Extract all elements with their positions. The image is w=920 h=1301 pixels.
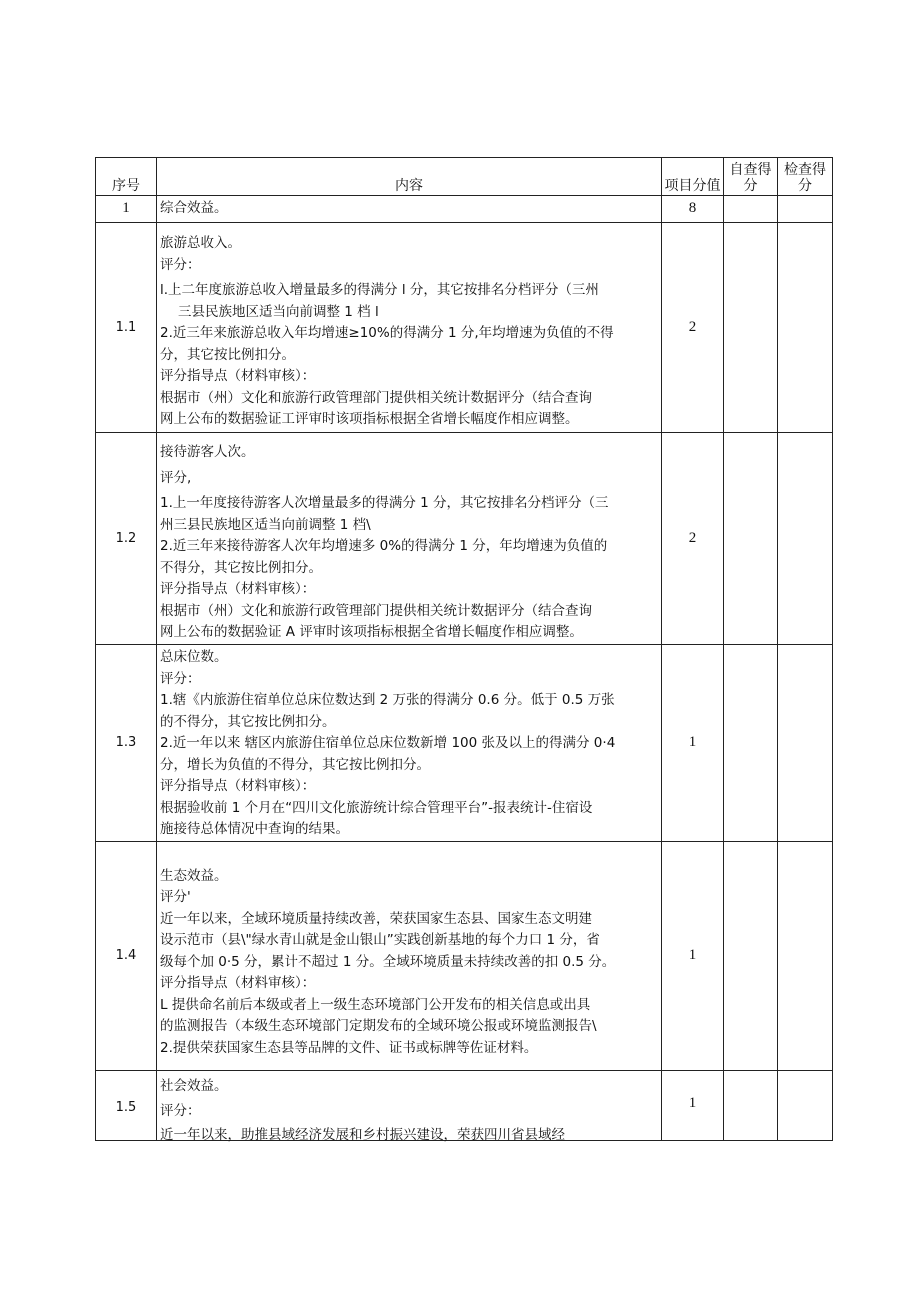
content-line: 分，其它按比例扣分。 [160,346,295,363]
content-line: 2.提供荣获国家生态县等品牌的文件、证书或标牌等佐证材料。 [160,1039,538,1056]
content-line: 评分： [160,1103,201,1119]
content-line: 2.近三年来旅游总收入年均增速≥10%的得满分 1 分,年均增速为负值的不得 [160,325,614,341]
row-check-score[interactable] [778,223,833,433]
content-line: 评分' [160,889,191,905]
row-check-score[interactable] [778,645,833,842]
content-line: L 提供命名前后本级或者上一级生态环境部门公开发布的相关信息或出具 [160,996,591,1013]
row-content [157,645,662,842]
content-line: 接待游客人次。 [160,444,255,460]
table-row [96,1070,833,1140]
content-line: 三县民族地区适当向前调整 1 档 l [178,303,379,320]
table-row [96,433,833,645]
row-seq: 1.2 [96,433,157,645]
row-check-score[interactable] [778,433,833,645]
table-row [96,196,833,223]
row-check-score[interactable] [778,841,833,1070]
row-content [157,841,662,1070]
row-self-score[interactable] [724,433,778,645]
content-line: 评分指导点（材料审核）： [160,368,316,384]
header-content: 内容 [157,158,662,196]
row-check-score[interactable] [778,196,833,223]
row-content [157,433,662,645]
table-row [96,841,833,1070]
header-row [96,158,833,196]
table-row [96,223,833,433]
content-line: 综合效益。 [160,200,228,217]
content-line: 施接待总体情况中查询的结果。 [160,821,349,837]
content-line: 1.上一年度接待游客人次增量最多的得满分 1 分，其它按排名分档评分（三 [160,495,609,511]
row-seq: 1.5 [96,1070,157,1140]
content-line: 社会效益。 [160,1077,228,1094]
content-line: 网上公布的数据验证工评审时该项指标根据全省增长幅度作相应调整。 [160,411,579,427]
scoring-table [95,157,833,1141]
content-line: 旅游总收入。 [160,235,241,251]
row-seq: 1.3 [96,645,157,842]
content-line: 不得分，其它按比例扣分。 [160,559,322,576]
content-line: 2.近一年以来 辖区内旅游住宿单位总床位数新增 100 张及以上的得满分 0·4 [160,735,616,751]
row-seq: 1 [96,196,157,223]
content-line: 近一年以来，助推县域经济发展和乡村振兴建设，荣获四川省县域经 [160,1126,565,1143]
content-line: 生态效益。 [160,867,228,884]
row-seq: 1.4 [96,841,157,1070]
content-line: 设示范市（县\"绿水青山就是金山银山”实践创新基地的每个力口 1 分，省 [160,932,600,948]
row-self-score[interactable] [724,645,778,842]
content-line: 根据市（州）文化和旅游行政管理部门提供相关统计数据评分（结合查询 [160,389,592,406]
header-self-score: 自查得分 [724,158,778,196]
content-line: 网上公布的数据验证 A 评审时该项指标根据全省增长幅度作相应调整。 [160,624,583,640]
row-points: 2 [662,433,724,645]
row-content [157,1070,662,1143]
row-points: 1 [662,1070,724,1140]
row-self-score[interactable] [724,841,778,1070]
row-points: 8 [662,196,724,223]
row-self-score[interactable] [724,1070,778,1140]
content-line: 级每个加 0·5 分，累计不超过 1 分。全域环境质量未持续改善的扣 0.5 分。 [160,953,616,970]
content-line: 评分, [160,469,192,486]
content-line: 分，增长为负值的不得分，其它按比例扣分。 [160,756,430,773]
row-content [157,196,662,223]
row-content [157,223,662,433]
row-points: 2 [662,223,724,433]
content-line: 近一年以来，全域环境质量持续改善，荣获国家生态县、国家生态文明建 [160,910,592,927]
content-line: 评分： [160,256,201,273]
content-line: 评分指导点（材料审核）： [160,778,316,794]
content-line: l.上二年度旅游总收入增量最多的得满分 l 分，其它按排名分档评分（三州 [160,282,599,298]
row-self-score[interactable] [724,223,778,433]
row-self-score[interactable] [724,196,778,223]
content-clip [160,1076,659,1143]
content-line: 1.辖《内旅游住宿单位总床位数达到 2 万张的得满分 0.6 分。低于 0.5 万张 [160,692,615,708]
header-check-score: 检查得分 [778,158,833,196]
header-points: 项目分值 [662,158,724,196]
content-line: 的不得分，其它按比例扣分。 [160,713,336,730]
row-seq: 1.1 [96,223,157,433]
row-points: 1 [662,645,724,842]
content-line: 评分指导点（材料审核）： [160,975,316,991]
header-seq: 序号 [96,158,157,196]
content-line: 根据市（州）文化和旅游行政管理部门提供相关统计数据评分（结合查询 [160,602,592,619]
content-line: 评分指导点（材料审核）： [160,581,316,597]
content-line: 2.近三年来接待游客人次年均增速多 0%的得满分 1 分，年均增速为负值的 [160,538,608,554]
table-row [96,645,833,842]
content-line: 的监测报告（本级生态环境部门定期发布的全域环境公报或环境监测报告\ [160,1018,597,1034]
content-line: 根据验收前 1 个月在“四川文化旅游统计综合管理平台”-报表统计-住宿设 [160,799,593,816]
content-line: 评分： [160,670,201,687]
content-line: 总床位数。 [160,649,228,665]
row-points: 1 [662,841,724,1070]
content-line: 州三县民族地区适当向前调整 1 档\ [160,516,371,533]
row-check-score[interactable] [778,1070,833,1140]
